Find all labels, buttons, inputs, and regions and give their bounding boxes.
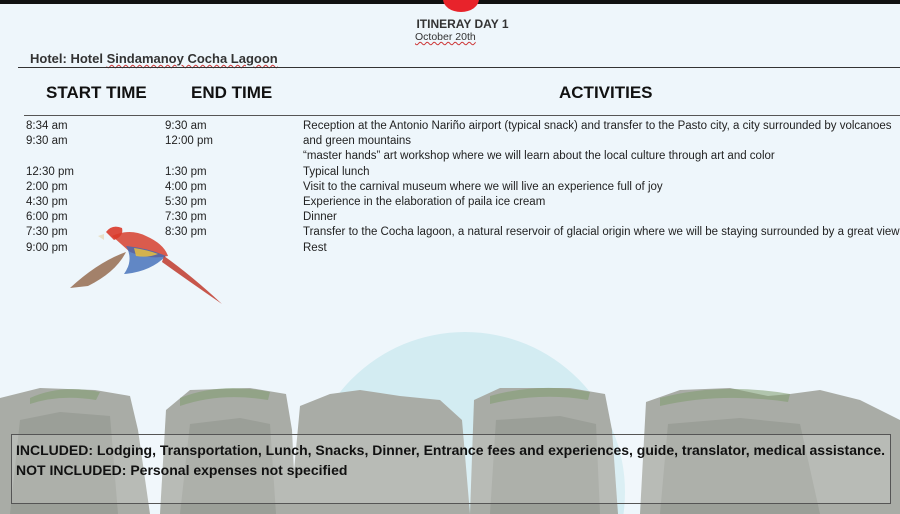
hotel-name: Sindamanoy Cocha Lagoon	[106, 51, 278, 66]
hotel-line	[30, 51, 278, 66]
activity: Typical lunch	[303, 165, 370, 178]
start-time: 9:30 am	[26, 135, 68, 148]
start-time: 4:30 pm	[26, 196, 68, 209]
table-row	[0, 165, 900, 180]
start-time: 2:00 pm	[26, 180, 68, 193]
table-row	[0, 241, 900, 256]
end-time: 12:00 pm	[165, 135, 213, 148]
activity: Transfer to the Cocha lagoon, a natural reservoir of glacial origin where we will be staying surrounded by a great view	[303, 226, 900, 239]
table-row	[0, 225, 900, 240]
itinerary-date: October 20th	[415, 31, 476, 43]
end-time: 4:00 pm	[165, 180, 207, 193]
start-time: 12:30 pm	[26, 165, 74, 178]
included-text: INCLUDED: Lodging, Transportation, Lunch, Snacks, Dinner, Entrance fees and experiences, guide, translator, medical assistance.	[16, 442, 886, 458]
parrot-tail	[162, 256, 222, 304]
end-time: 1:30 pm	[165, 165, 207, 178]
activity: Experience in the elaboration of paila ice cream	[303, 196, 546, 209]
column-header-end: END TIME	[191, 83, 273, 102]
activity: Visit to the carnival museum where we will live an experience full of joy	[303, 180, 663, 193]
inclusions-box	[11, 434, 891, 504]
table-row	[0, 180, 900, 195]
start-time: 6:00 pm	[26, 211, 68, 224]
table-row	[0, 210, 900, 225]
end-time: 5:30 pm	[165, 196, 207, 209]
red-circle-decoration	[443, 0, 479, 12]
divider-header	[24, 115, 900, 116]
itinerary-table	[0, 119, 900, 256]
hotel-prefix: Hotel: Hotel	[30, 51, 107, 66]
table-row	[0, 195, 900, 210]
start-time: 7:30 pm	[26, 226, 68, 239]
itinerary-title: ITINERAY DAY 1	[416, 17, 509, 31]
end-time: 9:30 am	[165, 120, 207, 132]
parrot-wing-back	[70, 252, 126, 288]
end-time: 8:30 pm	[165, 226, 207, 239]
start-time: 9:00 pm	[26, 241, 68, 254]
divider-top	[18, 67, 900, 68]
not-included-text: NOT INCLUDED: Personal expenses not specified	[16, 462, 348, 478]
activity: Reception at the Antonio Nariño airport (typical snack) and transfer to the Pasto city, a city surrounded by volcanoes and green mountains	[303, 120, 892, 148]
activity: Dinner	[303, 211, 337, 224]
activity: Rest	[303, 241, 327, 254]
column-header-start: START TIME	[46, 83, 147, 102]
activity: “master hands” art workshop where we will learn about the local culture through art and color	[303, 150, 775, 163]
table-row	[0, 134, 900, 164]
end-time: 7:30 pm	[165, 211, 207, 224]
start-time: 8:34 am	[26, 120, 68, 132]
column-header-activities: ACTIVITIES	[559, 83, 653, 102]
